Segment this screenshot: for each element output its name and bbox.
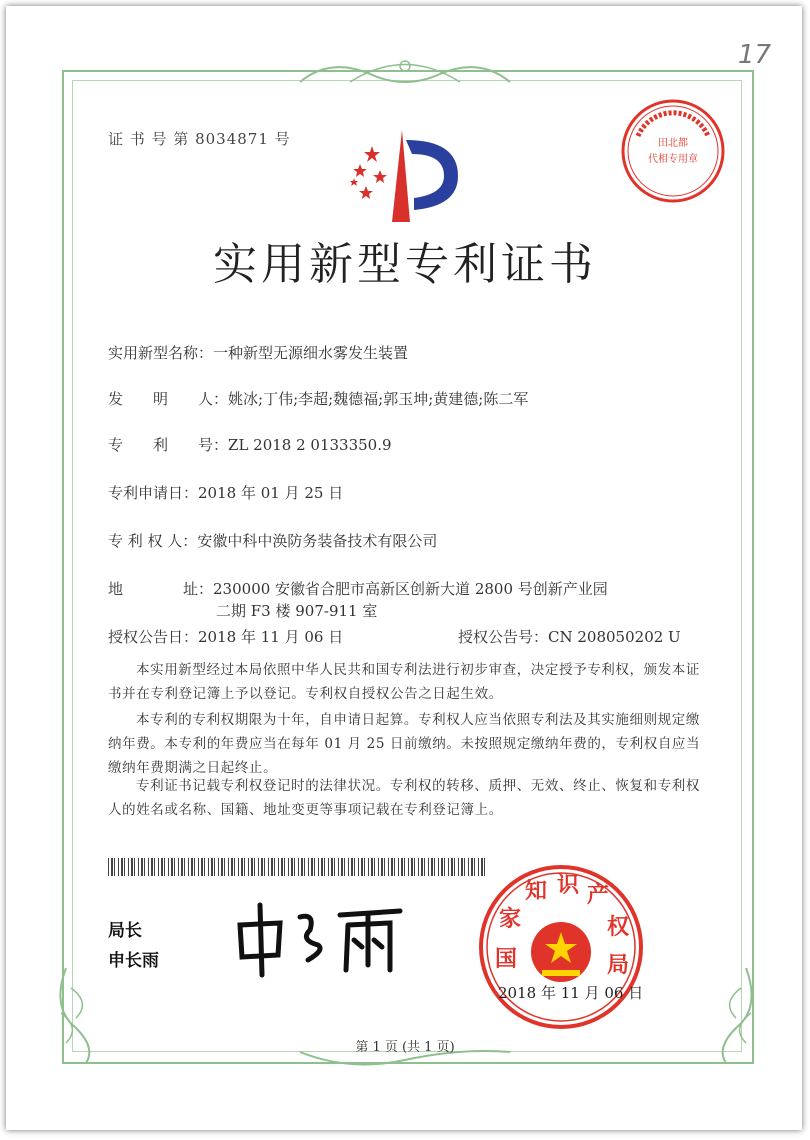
grant-date-row xyxy=(108,626,343,647)
paragraph-text: 本专利的专利权期限为十年，自申请日起算。专利权人应当依照专利法及其实施细则规定缴纳年费。本专利的年费应当在每年 01 月 25 日前缴纳。未按照规定缴纳年费的，专利权自应当缴纳年费期满之日起终止。 xyxy=(108,712,701,776)
patentee-row xyxy=(108,530,437,551)
paragraph-2 xyxy=(108,708,704,780)
svg-text:识: 识 xyxy=(556,872,580,898)
patent-office-logo-icon xyxy=(340,126,470,226)
field-label: 专利申请日： xyxy=(108,484,199,502)
svg-text:产: 产 xyxy=(586,882,610,908)
paragraph-text: 专利证书记载专利权登记时的法律状况。专利权的转移、质押、无效、终止、恢复和专利权人的姓名或名称、国籍、地址变更等事项记载在专利登记簿上。 xyxy=(108,778,700,818)
paragraph-3 xyxy=(108,774,704,822)
field-label: 专 利 号： xyxy=(108,436,229,454)
grant-number-row xyxy=(458,626,681,647)
field-label: 地 址： xyxy=(108,580,214,598)
paragraph-text: 本实用新型经过本局依照中华人民共和国专利法进行初步审查，决定授予专利权，颁发本证书并在专利登记簿上予以登记。专利权自授权公告之日起生效。 xyxy=(108,662,700,702)
svg-text:田北都: 田北都 xyxy=(658,138,688,149)
field-label: 发 明 人： xyxy=(108,390,229,408)
director-name: 申长雨 xyxy=(108,951,159,971)
grant-date: 2018 年 11 月 06 日 xyxy=(198,628,344,646)
svg-text:家: 家 xyxy=(498,906,522,932)
address-line-1: 230000 安徽省合肥市高新区创新大道 2800 号创新产业园 xyxy=(213,580,608,598)
certificate-number: 证 书 号 第 8034871 号 xyxy=(108,130,291,148)
director-title: 局长 xyxy=(108,921,142,941)
svg-text:代相专用章: 代相专用章 xyxy=(648,154,698,165)
top-ornament xyxy=(290,52,520,92)
field-label: 专 利 权 人： xyxy=(108,532,198,550)
director-signature xyxy=(230,895,410,985)
agency-stamp-icon xyxy=(618,96,728,206)
svg-text:局: 局 xyxy=(606,952,630,978)
svg-text:国: 国 xyxy=(494,946,518,972)
svg-text:权: 权 xyxy=(606,914,630,940)
inventors: 姚冰;丁伟;李超;魏德福;郭玉坤;黄建德;陈二军 xyxy=(228,390,529,408)
official-seal-icon xyxy=(476,862,646,1032)
field-label: 实用新型名称： xyxy=(108,344,214,362)
barcode xyxy=(108,858,488,876)
application-date-row xyxy=(108,482,343,503)
seal-date: 2018 年 11 月 06 日 xyxy=(498,984,644,1002)
patent-number-row xyxy=(108,434,392,455)
utility-model-name-row xyxy=(108,342,408,363)
certificate-title: 实用新型专利证书 xyxy=(213,239,597,290)
field-label: 授权公告号： xyxy=(458,628,549,646)
svg-text:知: 知 xyxy=(524,878,548,904)
patentee: 安徽中科中涣防务装备技术有限公司 xyxy=(197,532,438,550)
page-number: 第 1 页 (共 1 页) xyxy=(355,1040,455,1055)
patent-number: ZL 2018 2 0133350.9 xyxy=(228,436,392,454)
application-date: 2018 年 01 月 25 日 xyxy=(198,484,344,502)
paragraph-1 xyxy=(108,658,704,706)
inventor-row xyxy=(108,388,528,409)
address-line-2: 二期 F3 楼 907-911 室 xyxy=(216,602,378,620)
field-label: 授权公告日： xyxy=(108,628,199,646)
handwritten-note: 17 xyxy=(738,40,772,70)
address-row xyxy=(108,578,608,599)
grant-number: CN 208050202 U xyxy=(548,628,681,646)
utility-model-name: 一种新型无源细水雾发生装置 xyxy=(213,344,409,362)
